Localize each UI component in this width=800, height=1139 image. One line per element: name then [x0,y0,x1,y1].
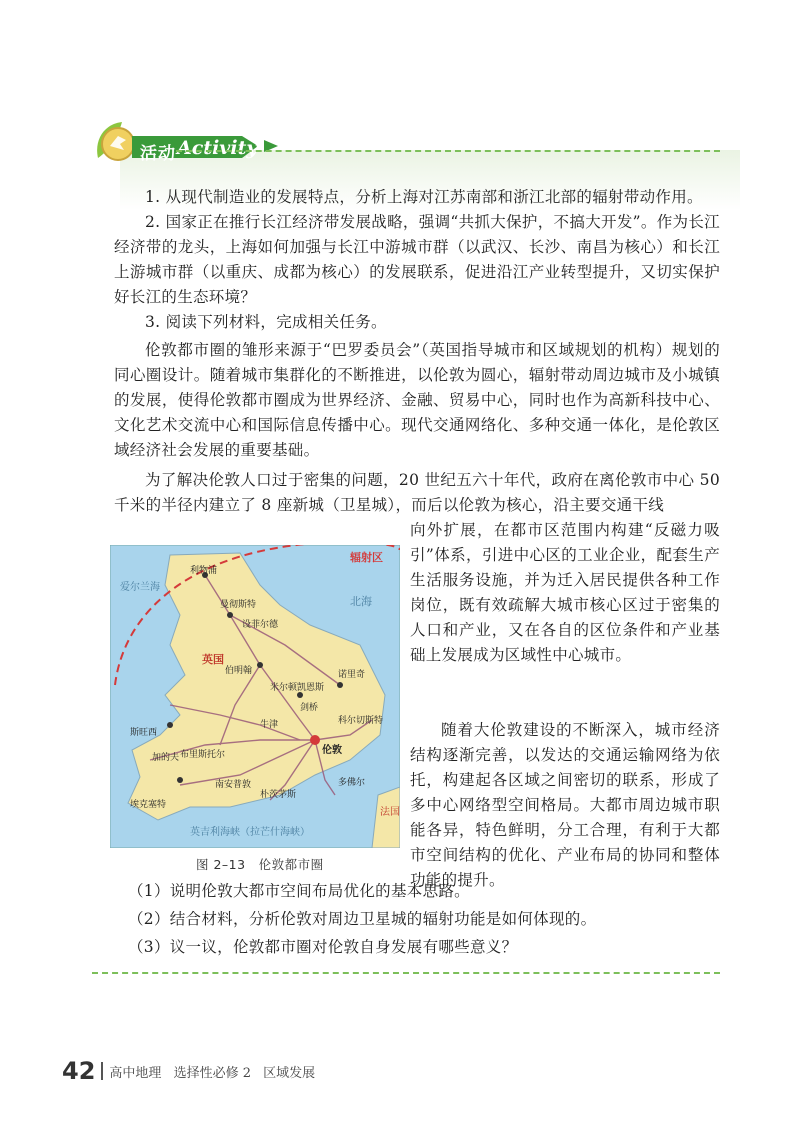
footer-separator [101,1062,103,1080]
london-metro-map [110,545,400,848]
label-plymouth: 埃克塞特 [130,800,167,810]
label-manchester: 曼彻斯特 [220,600,257,610]
sub-question-1: （1）说明伦敦大都市空间布局优化的基本思路。 [128,882,470,900]
material-paragraph-1: 伦敦都市圈的雏形来源于“巴罗委员会”（英国指导城市和区域规划的机构）规划的同心圈设计。随着城市集群化的不断推进，以伦敦为圆心，辐射带动周边城市及小城镇的发展，使得伦敦都市圈成为世界经济、金融、贸易中心，同时也作为高新科技中心、文化艺术交流中心和国际信息传播中心。现代交通网络化、多种交通一体化，是伦敦区域经济社会发展的重要基础。 [114,341,720,459]
label-france: 法国 [380,807,400,818]
sub-question-3: （3）议一议，伦敦都市圈对伦敦自身发展有哪些意义？ [128,938,518,956]
footer-chapter: 区域发展 [263,1065,316,1081]
page-number: 42 [62,1057,96,1085]
label-oxford: 牛津 [260,720,279,730]
label-england: 英国 [202,653,224,666]
label-portsmouth: 朴茨茅斯 [260,790,297,800]
city-marker [337,682,343,688]
label-bristol: 布里斯托尔 [180,750,226,760]
label-birmingham: 伯明翰 [225,666,253,676]
activity-title-en: Activity [177,137,258,159]
label-cardiff: 加的夫 [152,753,180,763]
label-swansea: 斯旺西 [130,728,158,738]
material-paragraph-2-side: 向外扩展，在都市区范围内构建“反磁力吸引”体系，引进中心区的工业企业，配套生产生活服务设施，并为迁入居民提供各种工作岗位，既有效疏解大城市核心区过于密集的人口和产业，又在各自的区位条件和产业基础上发展成为区域性中心城市。 [410,521,720,664]
city-marker [167,722,173,728]
question-1: 1. 从现代制造业的发展特点，分析上海对江苏南部和浙江北部的辐射带动作用。 [145,188,703,206]
footer-book: 高中地理 [109,1065,162,1081]
footer-volume: 选择性必修 2 [173,1065,251,1081]
question-2: 2. 国家正在推行长江经济带发展战略，强调“共抓大保护，不搞大开发”。作为长江经济带的龙头，上海如何加强与长江中游城市群（以武汉、长沙、南昌为核心）和长江上游城市群（以重庆、成都为核心）的发展联系，促进沿江产业转型提升，又切实保护好长江的生态环境？ [114,213,720,306]
city-marker [257,662,263,668]
city-marker [227,612,233,618]
label-radiation-zone: 辐射区 [350,551,383,564]
question-3: 3. 阅读下列材料，完成相关任务。 [145,313,387,331]
figure-caption: 图 2–13 伦敦都市圈 [196,857,324,872]
footer-info [109,1062,323,1081]
label-irish-sea: 爱尔兰海 [120,582,160,593]
label-channel: 英吉利海峡（拉芒什海峡） [190,827,310,838]
label-dover: 多佛尔 [338,778,366,788]
city-marker [177,777,183,783]
label-colchester: 科尔切斯特 [338,716,384,726]
material-paragraph-2-top: 为了解决伦敦人口过于密集的问题，20 世纪五六十年代，政府在离伦敦市中心 50 千米的半径内建立了 8 座新城（卫星城），而后以伦敦为核心，沿主要交通干线 [114,471,720,514]
map-svg [110,545,400,848]
label-sheffield: 设菲尔德 [242,620,279,630]
london-marker [310,735,320,745]
label-norwich: 诺里奇 [338,670,366,680]
activity-title-cn: 活动 [140,144,176,164]
label-liverpool: 利物浦 [190,566,218,576]
sub-question-2: （2）结合材料，分析伦敦对周边卫星城的辐射功能是如何体现的。 [128,910,597,928]
label-milton-keynes: 米尔顿凯恩斯 [270,683,325,693]
material-paragraph-3: 随着大伦敦建设的不断深入，城市经济结构逐渐完善，以发达的交通运输网络为依托，构建起各区域之间密切的联系，形成了多中心网络型空间格局。大都市周边城市职能各异，特色鲜明，分工合理，有利于大都市空间结构的优化、产业布局的协同和整体功能的提升。 [410,721,720,889]
label-north-sea: 北海 [350,595,372,608]
label-london: 伦敦 [322,745,342,756]
header-divider [176,150,720,152]
label-cambridge: 剑桥 [300,703,319,713]
footer-divider [92,972,720,974]
page-footer [62,1057,323,1085]
label-southampton: 南安普敦 [215,780,252,790]
